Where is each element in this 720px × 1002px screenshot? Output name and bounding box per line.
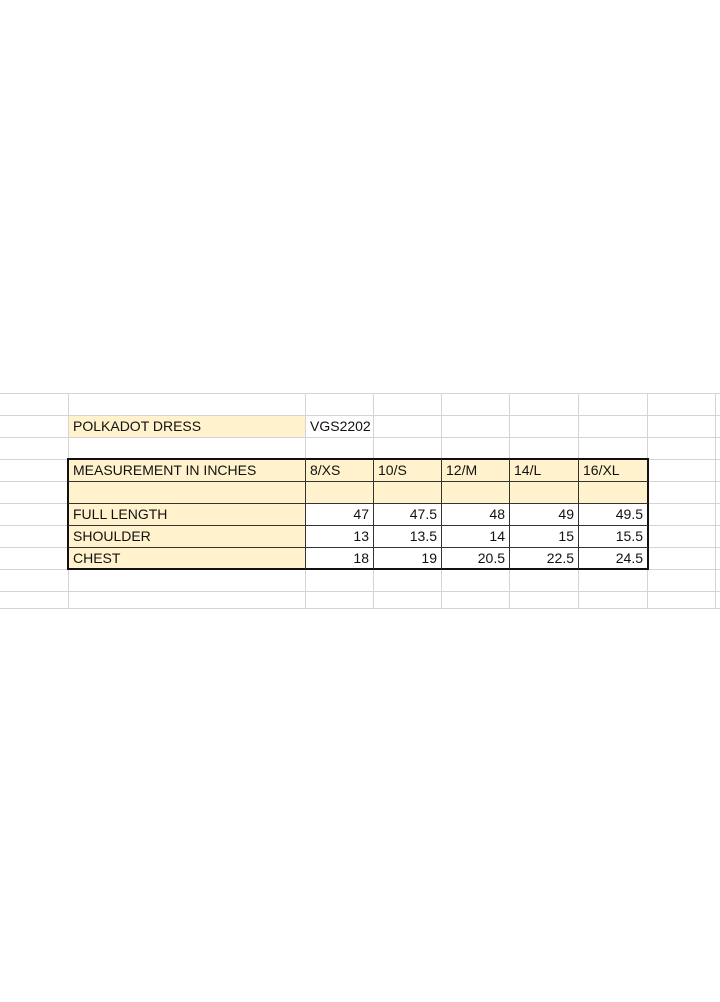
blank-cell[interactable] (579, 482, 647, 503)
table-border (67, 458, 69, 570)
table-border (67, 568, 649, 570)
table-inner-line (509, 459, 510, 569)
value-cell[interactable]: 47 (353, 506, 369, 522)
row-label-cell[interactable]: FULL LENGTH (69, 504, 305, 525)
table-inner-line (68, 525, 648, 526)
blank-cell[interactable] (69, 482, 305, 503)
size-header-cell[interactable]: 8/XS (306, 460, 373, 481)
gridline (0, 608, 720, 609)
blank-cell[interactable] (442, 482, 509, 503)
value-cell[interactable]: 22.5 (546, 550, 574, 566)
blank-cell[interactable] (306, 482, 373, 503)
value-cell[interactable]: 15.5 (615, 528, 643, 544)
value-cell[interactable]: 49.5 (615, 506, 643, 522)
size-header-cell[interactable]: 10/S (374, 460, 441, 481)
value-cell[interactable]: 14 (489, 528, 505, 544)
row-label-cell[interactable]: CHEST (69, 548, 305, 569)
product-code-cell[interactable]: VGS2202 (310, 418, 371, 434)
gridline (715, 393, 716, 609)
measurement-header-cell[interactable]: MEASUREMENT IN INCHES (69, 460, 305, 481)
table-inner-line (305, 459, 306, 569)
table-inner-line (68, 503, 648, 504)
size-header-cell[interactable]: 12/M (442, 460, 509, 481)
product-name-cell[interactable]: POLKADOT DRESS (69, 416, 305, 437)
gridline (0, 393, 720, 394)
blank-cell[interactable] (510, 482, 578, 503)
row-label-cell[interactable]: SHOULDER (69, 526, 305, 547)
table-border (67, 458, 649, 460)
spreadsheet-grid (0, 393, 720, 609)
value-cell[interactable]: 48 (489, 506, 505, 522)
value-cell[interactable]: 13.5 (409, 528, 437, 544)
table-inner-line (441, 459, 442, 569)
gridline (0, 591, 720, 592)
value-cell[interactable]: 49 (558, 506, 574, 522)
table-inner-line (373, 459, 374, 569)
size-header-cell[interactable]: 16/XL (579, 460, 647, 481)
value-cell[interactable]: 24.5 (615, 550, 643, 566)
value-cell[interactable]: 47.5 (409, 506, 437, 522)
value-cell[interactable]: 15 (558, 528, 574, 544)
blank-cell[interactable] (374, 482, 441, 503)
size-header-cell[interactable]: 14/L (510, 460, 578, 481)
table-inner-line (578, 459, 579, 569)
value-cell[interactable]: 20.5 (477, 550, 505, 566)
value-cell[interactable]: 19 (421, 550, 437, 566)
table-inner-line (68, 547, 648, 548)
value-cell[interactable]: 18 (353, 550, 369, 566)
value-cell[interactable]: 13 (353, 528, 369, 544)
table-inner-line (68, 481, 648, 482)
table-border (647, 458, 649, 570)
gridline (0, 437, 720, 438)
